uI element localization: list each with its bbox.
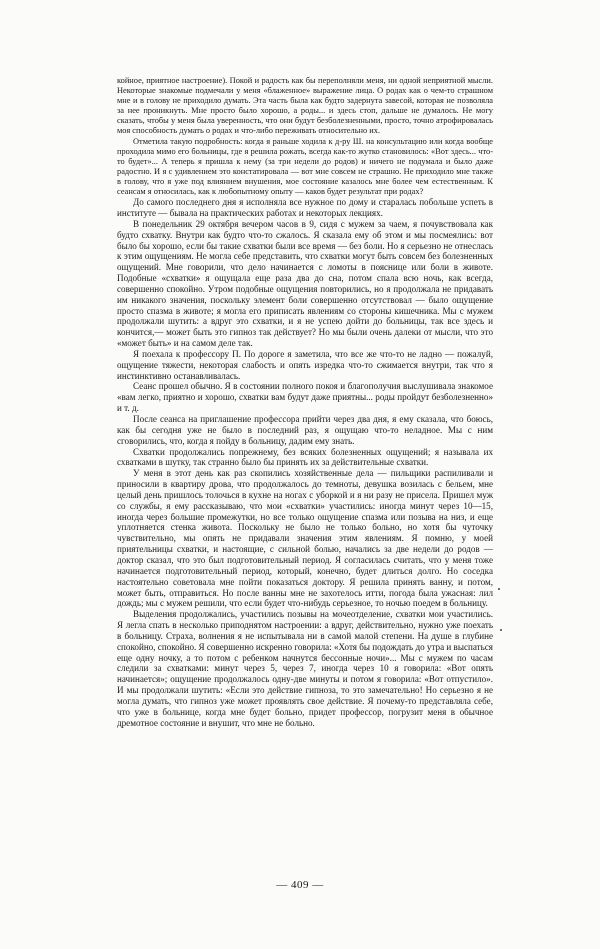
print-speck (498, 588, 500, 590)
paragraph: До самого последнего дня я исполняла все нужное по дому и старалась побольше успеть в институте — бывала на практических работах и некоторых лекциях. (117, 197, 493, 218)
print-speck (500, 629, 502, 631)
page-number: — 409 — (276, 879, 324, 891)
paragraph: Сеанс прошел обычно. Я в состоянии полного покоя и благополучия выслушивала знакомое «вам легко, приятно и хорошо, схватки вам будут даже приятны... роды пройдут безболезненно» и т. д. (117, 381, 493, 414)
paragraph: Выделения продолжались, участились позывы на мочеотделение, схватки мои участились. Я легла спать в несколько приподнятом настроении: а вдруг, действительно, нужно уже поехать в больницу. Страха, волнения я не испытывала ни в самой малой степени. На душе в глубине спокойно, спокойно. Я совершенно искренно говорила: «Хотя бы подождать до утра и выспаться еще одну ночку, а то потом с ребенком начнутся бессонные ночи»... Мы с мужем по часам следили за схватками: минут через 5, через 7, иногда через 10 я говорила: «Вот опять начинается»; ощущение продолжалось одну-две минуты и потом я говорила: «Вот отпустило». И мы продолжали шутить: «Если это действие гипноза, то это замечательно! Но серьезно я не могла думать, что гипноз уже может проявлять свое действие. Я почему-то представляла себе, что уже в больнице, когда мне будет больно, придет профессор, погрузит меня в обычное дремотное состояние и внушит, что мне не больно. (117, 609, 493, 728)
paragraph: После сеанса на приглашение профессора прийти через два дня, я ему сказала, что боюсь, как бы сегодня уже не было в последний раз, я ощущаю что-то неладное. Мы с ним сговорились, что, когда я пойду в больницу, дадим ему знать. (117, 414, 493, 446)
paragraph: Отметила такую подробность: когда я раньше ходила к д-ру Ш. на консультацию или когда вообще проходила мимо его больницы, где я решила рожать, всегда как-то жутко становилось: «Вот здесь... что-то будет»... А теперь я пришла к нему (за три недели до родов) и ничего не подумала и было даже радостно. И я с удивлением это констатировала — вот мне совсем не страшно. Не приходило мне также в голову, что я уже под влиянием внушения, мое состояние казалось мне более чем естественным. К сеансам я относилась, как к любопытному опыту — каков будет результат при родах? (117, 136, 493, 197)
paragraph: Схватки продолжались попрежнему, без всяких болезненных ощущений; я называла их схватками в шутку, так странно было бы принять их за действительные схватки. (117, 446, 493, 468)
paragraph: В понедельник 29 октября вечером часов в 9, сидя с мужем за чаем, я почувствовала как будто схватку. Внутри как будто что-то сжалось. Я сказала ему об этом и мы посмеялись: вот было бы хорошо, если бы такие схватки были все время — без боли. Но я серьезно не отнеслась к этим ощущениям. Не могла себе представить, что схватки могут быть совсем без болезненных ощущений. Мне говорили, что дело начинается с ломоты в пояснице или боли в животе. Подобные «схватки» я ощущала еще раза два до сна, потом спала всю ночь, как всегда, совершенно спокойно. Утром подобные ощущения повторились, но я продолжала не придавать им никакого значения, поскольку элемент боли совершенно отсутствовал — было ощущение просто спазма в животе; я могла его приписать явлениям со стороны кишечника. Мы с мужем продолжали шутить: а вдруг это схватки, и я не успею дойти до больницы, так все здесь и кончится,— может быть это гипноз так действует? Но мы были очень далеки от мысли, что это «может быть» и на самом деле так. (117, 218, 493, 349)
body-text (117, 76, 493, 728)
paragraph: койное, приятное настроение). Покой и радость как бы переполняли меня, ни одной неприятной мысли. Некоторые знакомые подмечали у меня «блаженное» выражение лица. О родах как о чем-то страшном мне и в голову не приходило думать. Эта часть была как будто задернута завесой, которая не позволяла за нее проникнуть. Мне просто было хорошо, а роды... и здесь стоп, дальше не думалось. Не могу сказать, чтобы у меня была уверенность, что они будут безболезненными, просто, точно атрофировалась моя способность думать о родах и что-либо переживать относительно их. (117, 76, 493, 136)
paragraph: У меня в этот день как раз скопились хозяйственные дела — пильщики распиливали и приносили в квартиру дрова, что продолжалось до темноты, девушка возилась с бельем, мне целый день пришлось толочься в кухне на ногах с уборкой и я ни разу не присела. Пришел муж со службы, я ему рассказываю, что мои «схватки» участились: иногда минут через 10—15, иногда через большие промежутки, но все только ощущение спазма или позыва на низ, и еще уплотняется стенка живота. Поскольку не было не только больно, но хотя бы чуточку чувствительно, мы опять не придавали значения этим явлениям. Я помню, у моей приятельницы схватки, и настоящие, с сильной болью, начались за две недели до родов — доктор сказал, что это был подготовительный период. Я согласилась считать, что у меня тоже начинается подготовительный период, который, конечно, будет длиться долго. Но соседка настоятельно советовала мне пойти показаться доктору. Я решила принять ванну, и потом, может быть, отправиться. Но после ванны мне не захотелось итти, погода была ужасная: лил дождь; мы с мужем решили, что если будет что-нибудь серьезное, то ночью поедем в больницу. (117, 468, 493, 609)
paragraph: Я поехала к профессору П. По дороге я заметила, что все же что-то не ладно — пожалуй, ощущение тяжести, некоторая слабость и опять изредка что-то сжимается внутри, так что я инстинктивно останавливалась. (117, 348, 493, 381)
